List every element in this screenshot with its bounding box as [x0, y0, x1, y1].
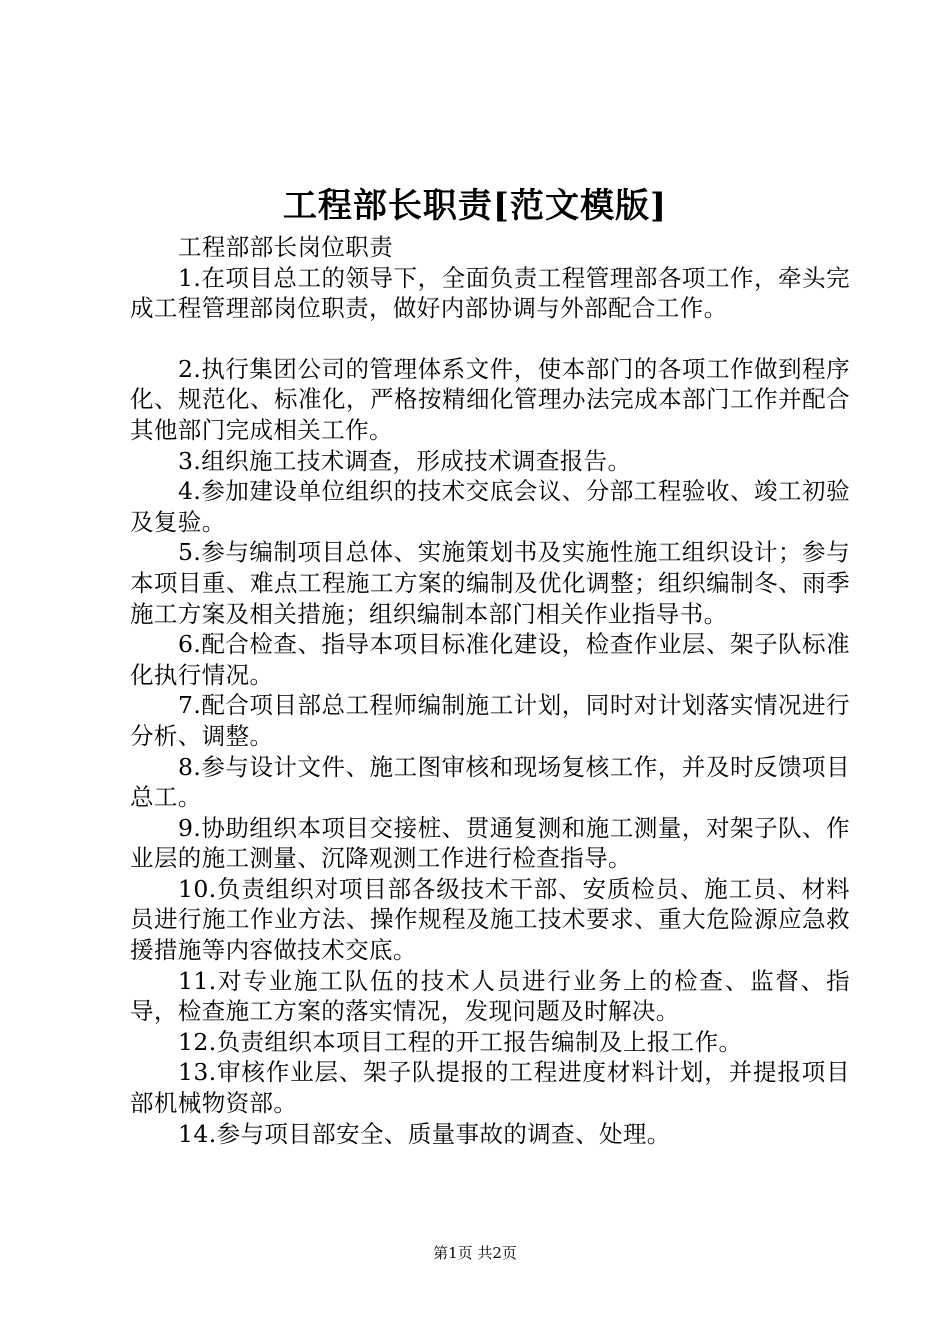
paragraph-4: 4.参加建设单位组织的技术交底会议、分部工程验收、竣工初验及复验。 — [130, 477, 850, 536]
paragraph-6: 6.配合检查、指导本项目标准化建设，检查作业层、架子队标准化执行情况。 — [130, 630, 850, 689]
paragraph-8: 8.参与设计文件、施工图审核和现场复核工作，并及时反馈项目总工。 — [130, 752, 850, 812]
document-title: 工程部长职责[范文模版] — [282, 186, 668, 226]
page-footer: 第1页 共2页 — [433, 1244, 517, 1262]
paragraph-2: 2.执行集团公司的管理体系文件，使本部门的各项工作做到程序化、规范化、标准化，严格按精细化管理办法完成本部门工作并配合其他部门完成相关工作。 — [130, 354, 850, 444]
paragraph-9: 9.协助组织本项目交接桩、贯通复测和施工测量，对架子队、作业层的施工测量、沉降观测工作进行检查指导。 — [130, 813, 850, 873]
paragraph-1: 1.在项目总工的领导下，全面负责工程管理部各项工作，牵头完成工程管理部岗位职责，做好内部协调与外部配合工作。 — [130, 263, 850, 323]
document-subtitle: 工程部部长岗位职责 — [178, 233, 394, 261]
paragraph-11: 11.对专业施工队伍的技术人员进行业务上的检查、监督、指导，检查施工方案的落实情况，发现问题及时解决。 — [130, 966, 850, 1026]
paragraph-12: 12.负责组织本项目工程的开工报告编制及上报工作。 — [178, 1027, 743, 1056]
paragraph-7: 7.配合项目部总工程师编制施工计划，同时对计划落实情况进行分析、调整。 — [130, 691, 850, 750]
paragraph-3: 3.组织施工技术调查，形成技术调查报告。 — [178, 446, 632, 475]
paragraph-5: 5.参与编制项目总体、实施策划书及实施性施工组织设计；参与本项目重、难点工程施工方案的编制及优化调整；组织编制冬、雨季施工方案及相关措施；组织编制本部门相关作业指导书。 — [130, 538, 850, 628]
paragraph-10: 10.负责组织对项目部各级技术干部、安质检员、施工员、材料员进行施工作业方法、操作规程及施工技术要求、重大危险源应急救援措施等内容做技术交底。 — [130, 874, 850, 965]
document-body — [130, 232, 850, 1149]
paragraph-14: 14.参与项目部安全、质量事故的调查、处理。 — [178, 1119, 671, 1148]
paragraph-13: 13.审核作业层、架子队提报的工程进度材料计划，并提报项目部机械物资部。 — [130, 1058, 850, 1118]
